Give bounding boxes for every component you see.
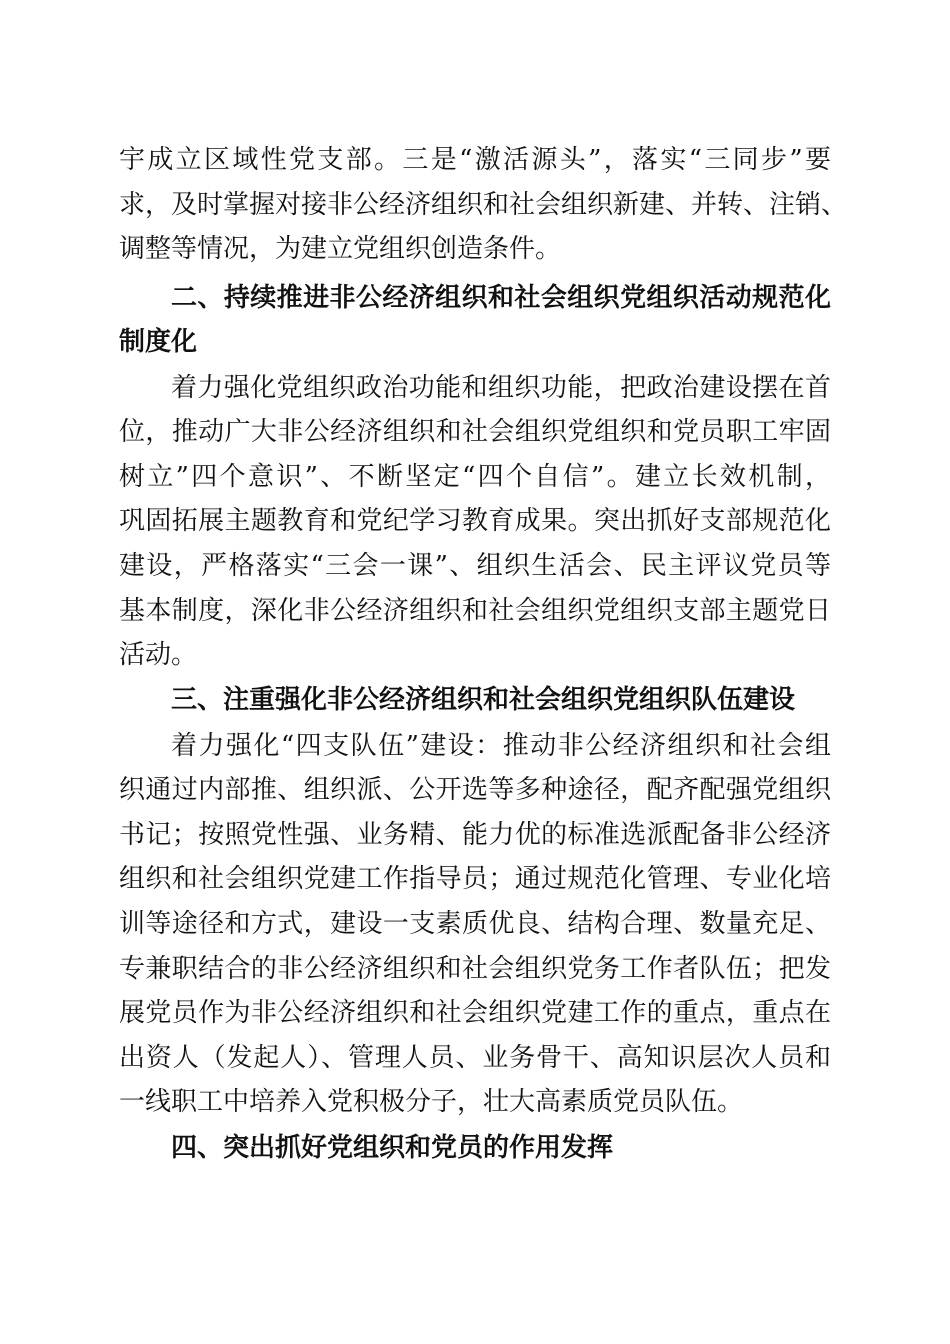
paragraph-line: 巩固拓展主题教育和党纪学习教育成果。突出抓好支部规范化 (119, 506, 831, 536)
paragraph-line: 出资人（发起人）、管理人员、业务骨干、高知识层次人员和 (119, 1043, 831, 1073)
section-heading-2: 二、持续推进非公经济组织和社会组织党组织活动规范化 (171, 283, 831, 313)
paragraph-line: 一线职工中培养入党积极分子，壮大高素质党员队伍。 (119, 1087, 744, 1117)
paragraph-line: 调整等情况，为建立党组织创造条件。 (119, 234, 562, 264)
paragraph-line: 展党员作为非公经济组织和社会组织党建工作的重点，重点在 (119, 998, 831, 1028)
paragraph-line: 织通过内部推、组织派、公开选等多种途径，配齐配强党组织 (119, 775, 831, 805)
section-heading-4: 四、突出抓好党组织和党员的作用发挥 (171, 1133, 614, 1163)
paragraph-line: 基本制度，深化非公经济组织和社会组织党组织支部主题党日 (119, 596, 831, 626)
paragraph-line: 书记；按照党性强、业务精、能力优的标准选派配备非公经济 (119, 820, 831, 850)
paragraph-line: 求，及时掌握对接非公经济组织和社会组织新建、并转、注销、 (119, 190, 848, 220)
paragraph-line: 建设，严格落实“三会一课”、组织生活会、民主评议党员等 (119, 551, 831, 581)
section-heading-3: 三、注重强化非公经济组织和社会组织党组织队伍建设 (171, 685, 796, 715)
paragraph-line: 活动。 (119, 640, 198, 670)
paragraph-line: 组织和社会组织党建工作指导员；通过规范化管理、专业化培 (119, 864, 831, 894)
paragraph-line: 位，推动广大非公经济组织和社会组织党组织和党员职工牢固 (119, 417, 831, 447)
section-heading-2-continued: 制度化 (119, 327, 198, 357)
paragraph-line: 训等途径和方式，建设一支素质优良、结构合理、数量充足、 (119, 909, 831, 939)
paragraph-line: 宇成立区域性党支部。三是“激活源头”，落实“三同步”要 (119, 145, 831, 175)
paragraph-line: 专兼职结合的非公经济组织和社会组织党务工作者队伍；把发 (119, 954, 831, 984)
paragraph-line: 树立”四个意识”、不断坚定“四个自信”。建立长效机制， (119, 462, 831, 492)
paragraph-line: 着力强化“四支队伍”建设：推动非公经济组织和社会组 (171, 731, 831, 761)
paragraph-line: 着力强化党组织政治功能和组织功能，把政治建设摆在首 (171, 373, 831, 403)
